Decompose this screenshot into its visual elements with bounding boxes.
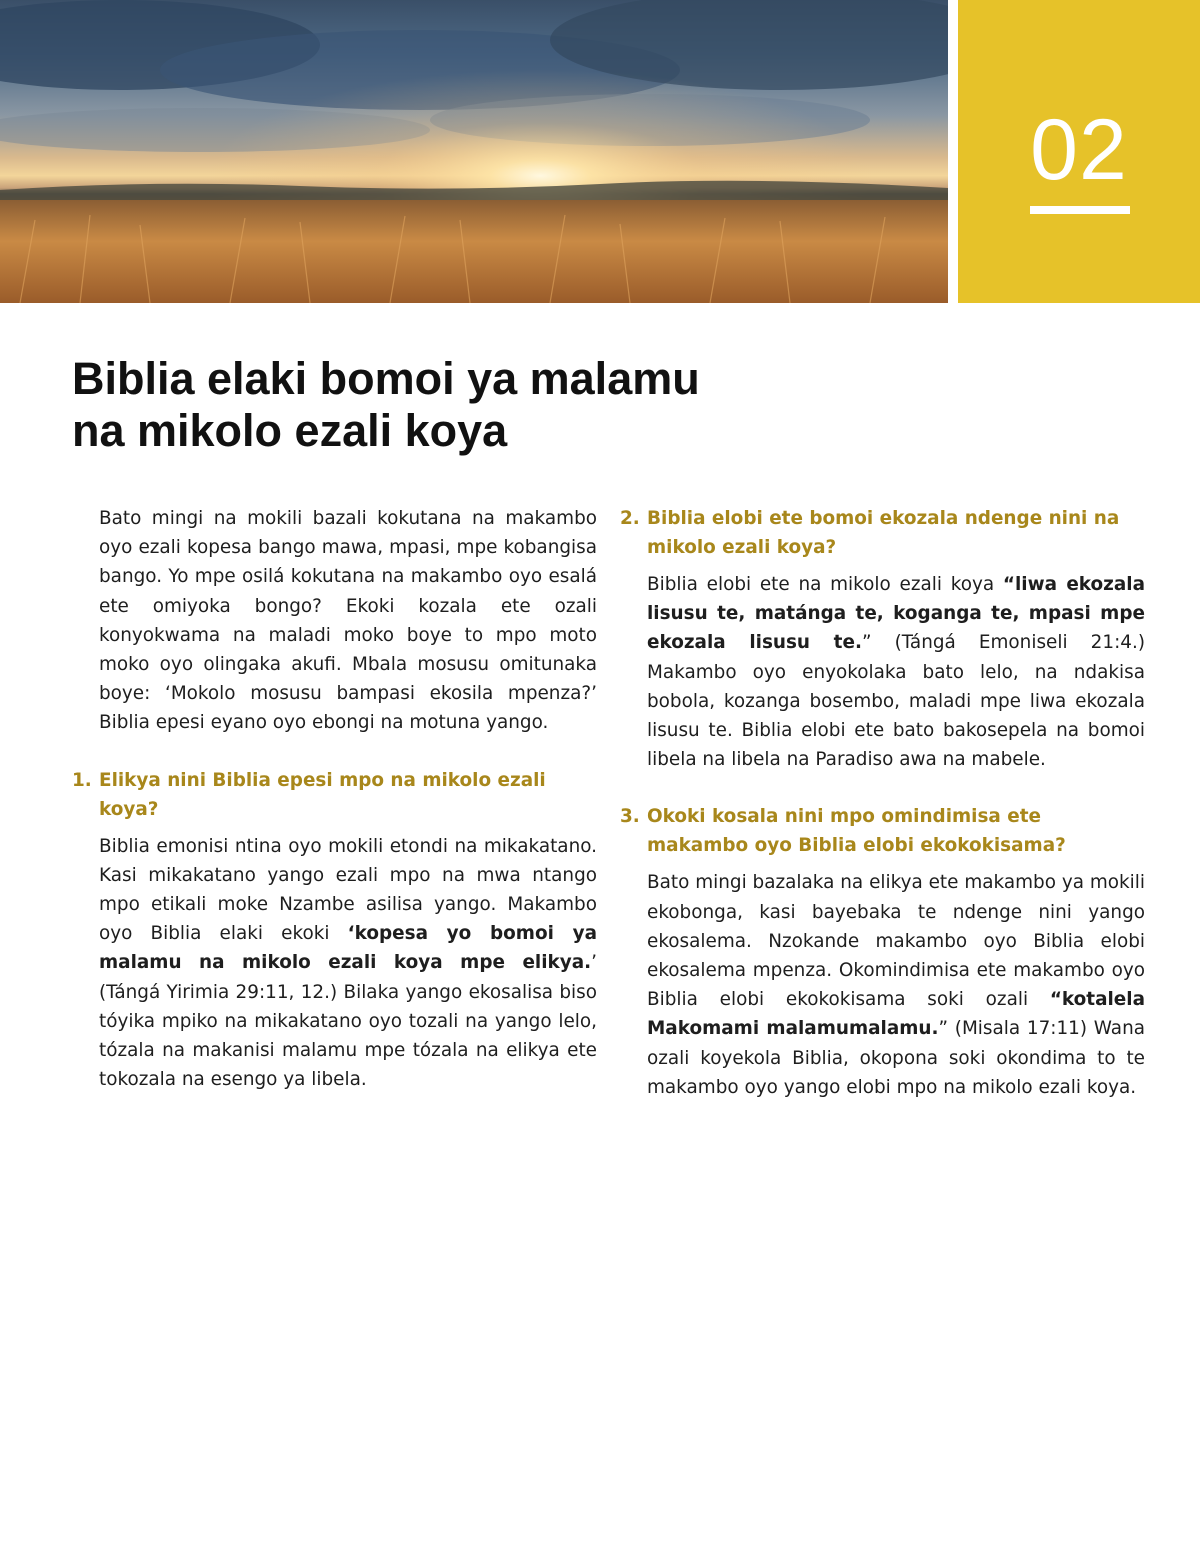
- answer-text: ’ (Tángá Yirimia 29:11, 12.) Bilaka yango ekosalisa biso tóyika mpiko na mikakatano oyo tozali na yango lelo, tózala na makanisi malamu mpe tózala na elikya ete tokozala na esengo ya libela.: [99, 952, 597, 1091]
- answer-text: Biblia elobi ete na mikolo ezali koya: [647, 574, 1003, 595]
- answer-3: [647, 868, 1145, 1102]
- answer-text: Biblia emonisi ntina oyo mokili etondi na mikakatano. Kasi mikakatano yango ezali mpo na mwa ntango mpo etikali moke Nzambe asilisa yango. Makambo oyo Biblia elaki ekoki: [99, 835, 597, 945]
- question-1: [72, 766, 597, 824]
- answer-bold-quote: “liwa ekozala lisusu te, matánga te, koganga te, mpasi mpe ekozala lisusu te.: [647, 574, 1145, 654]
- answer-text: ” (Misala 17:11) Wana ozali koyekola Biblia, okopona soki okondima to te makambo oyo yango elobi mpo na mikolo ezali koya.: [647, 1018, 1145, 1098]
- question-2: [620, 504, 1145, 562]
- question-number: 3.: [620, 806, 640, 828]
- right-column: [620, 504, 1145, 1102]
- question-text: Biblia elobi ete bomoi ekozala ndenge nini na mikolo ezali koya?: [647, 508, 1120, 558]
- hero-image: [0, 0, 948, 303]
- sunset-wheat-field-image: [0, 0, 948, 303]
- chapter-number: 02: [1030, 102, 1128, 198]
- title-line-2: na mikolo ezali koya: [72, 405, 508, 456]
- title-line-1: Biblia elaki bomoi ya malamu: [72, 353, 700, 404]
- intro-paragraph: Bato mingi na mokili bazali kokutana na makambo oyo ezali kopesa bango mawa, mpasi, mpe kobangisa bango. Yo mpe osilá kokutana na makambo oyo esalá ete omiyoka bongo? Ekoki kozala ete ozali konyokwama na maladi moko boye to mpo moto moko oyo olingaka akufi. Mbala mosusu omitunaka boye: ‘Mokolo mosusu bampasi ekosila mpenza?’ Biblia epesi eyano oyo ebongi na motuna yango.: [99, 508, 597, 734]
- question-3: [620, 802, 1145, 860]
- question-text: Elikya nini Biblia epesi mpo na mikolo ezali koya?: [99, 769, 546, 820]
- answer-1: [99, 832, 597, 1095]
- question-number: 1.: [72, 769, 92, 791]
- answer-text: Bato mingi bazalaka na elikya ete makambo ya mokili ekobonga, kasi bayebaka te ndenge nini yango ekosalema. Nzokande makambo oyo Biblia elobi ekosalema mpenza. Okomindimisa ete makambo oyo Biblia elobi ekokokisama soki ozali: [647, 872, 1145, 1011]
- left-column: [72, 504, 597, 1094]
- question-text: Okoki kosala nini mpo omindimisa ete makambo oyo Biblia elobi ekokokisama?: [647, 806, 1066, 857]
- page-title: [72, 353, 892, 457]
- answer-2: [647, 570, 1145, 774]
- question-number: 2.: [620, 508, 640, 529]
- answer-bold-quote: ‘kopesa yo bomoi ya malamu na mikolo ezali koya mpe elikya.: [99, 923, 597, 974]
- chapter-rule: [1030, 206, 1130, 214]
- answer-bold-quote: “kotalela Makomami malamumalamu.: [647, 989, 1145, 1040]
- answer-text: ” (Tángá Emoniseli 21:4.) Makambo oyo enyokolaka bato lelo, na ndakisa bobola, kozanga bosembo, maladi mpe liwa ekozala lisusu te. Biblia elobi ete bato bakosepela na bomoi libela na libela na Paradiso awa na mabele.: [647, 632, 1145, 771]
